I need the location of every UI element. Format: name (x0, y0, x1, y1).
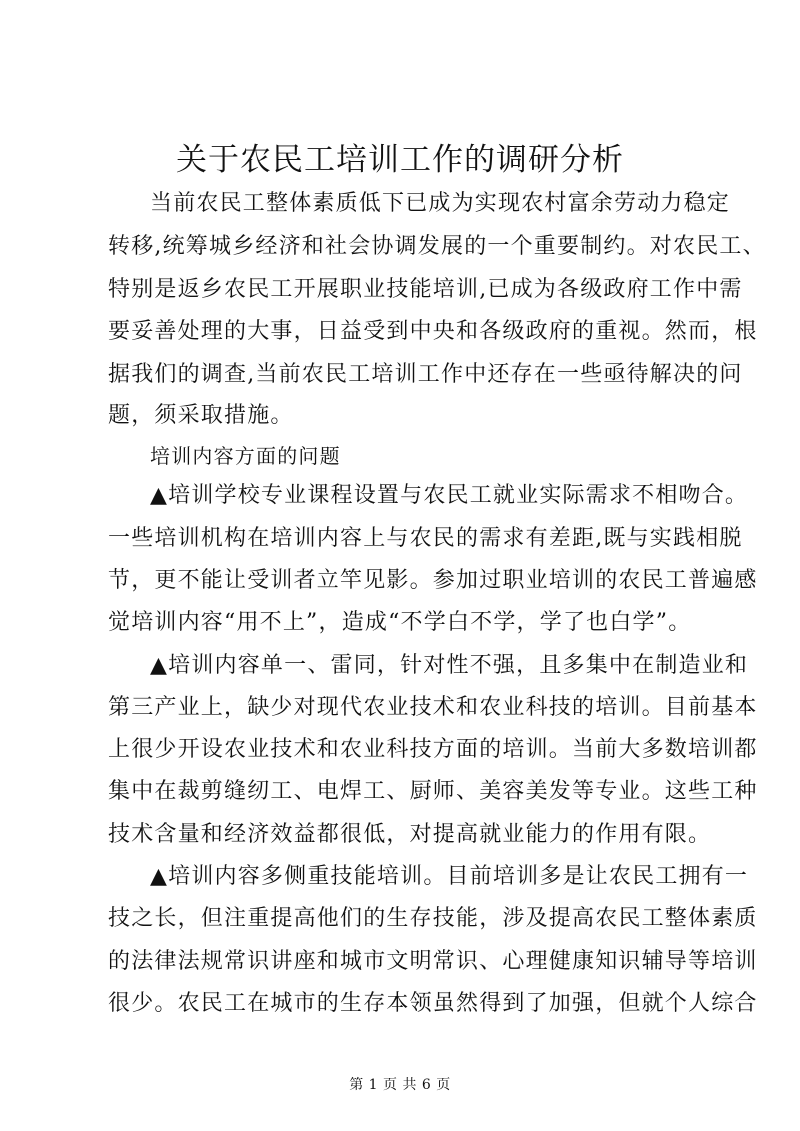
text-line: 转移,统筹城乡经济和社会协调发展的一个重要制约。对农民工、 (108, 234, 766, 259)
text-line: 技术含量和经济效益都很低，对提高就业能力的作用有限。 (108, 822, 712, 847)
text-line: 的法律法规常识讲座和城市文明常识、心理健康知识辅导等培训 (108, 949, 758, 974)
text-line: ▲培训学校专业课程设置与农民工就业实际需求不相吻合。 (150, 483, 749, 508)
text-line: 一些培训机构在培训内容上与农民的需求有差距,既与实践相脱 (108, 526, 743, 551)
text-line: 第三产业上，缺少对现代农业技术和农业科技的培训。目前基本 (108, 695, 758, 720)
text-line: 集中在裁剪缝纫工、电焊工、厨师、美容美发等专业。这些工种 (108, 779, 758, 804)
page-footer: 第 1 页 共 6 页 (349, 1077, 451, 1093)
text-line: 觉培训内容“用不上”，造成“不学白不学，学了也白学”。 (108, 610, 692, 635)
text-line: 题，须采取措施。 (108, 403, 294, 428)
text-line: ▲培训内容单一、雷同，针对性不强，且多集中在制造业和 (150, 653, 749, 678)
text-line: 据我们的调查,当前农民工培训工作中还存在一些亟待解决的问 (108, 362, 743, 387)
text-line: 上很少开设农业技术和农业科技方面的培训。当前大多数培训都 (108, 737, 758, 762)
text-line: 技之长，但注重提高他们的生存技能，涉及提高农民工整体素质 (108, 906, 758, 931)
text-line: 要妥善处理的大事，日益受到中央和各级政府的重视。然而，根 (108, 319, 758, 344)
text-line: 节，更不能让受训者立竿见影。参加过职业培训的农民工普遍感 (108, 568, 758, 593)
section-heading: 培训内容方面的问题 (150, 444, 341, 468)
text-line: ▲培训内容多侧重技能培训。目前培训多是让农民工拥有一 (150, 864, 749, 889)
document-title: 关于农民工培训工作的调研分析 (176, 142, 624, 178)
text-line: 很少。农民工在城市的生存本领虽然得到了加强，但就个人综合 (108, 991, 758, 1016)
text-line: 特别是返乡农民工开展职业技能培训,已成为各级政府工作中需 (108, 277, 743, 302)
text-line: 当前农民工整体素质低下已成为实现农村富余劳动力稳定 (150, 191, 731, 216)
